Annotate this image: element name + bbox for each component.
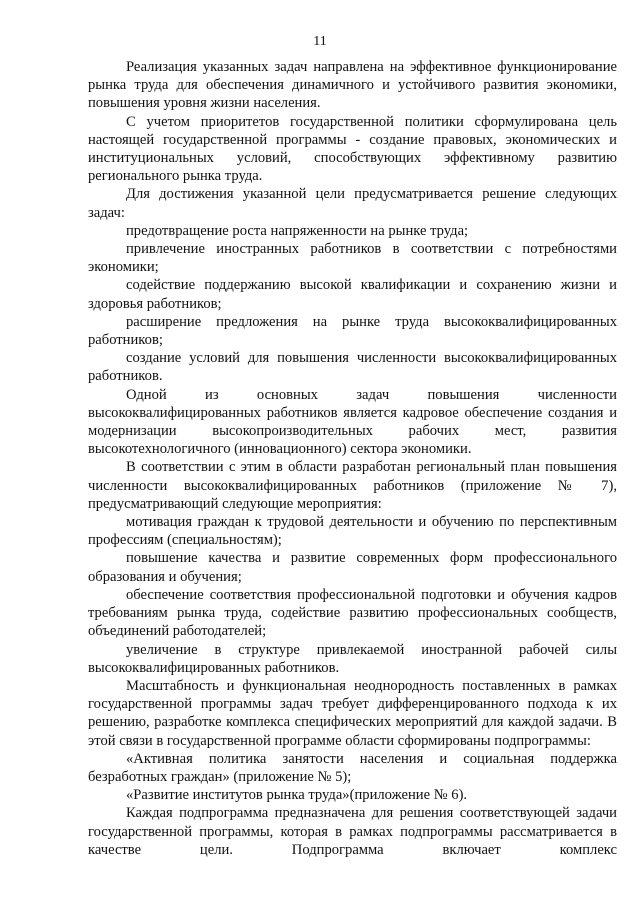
list-item-task-tension: предотвращение роста напряженности на рынке труда; [126, 222, 469, 239]
list-item-measure-quality: повышение качества и развитие современных форм профессионального образования и обучения; [88, 550, 617, 585]
list-item-measure-motivation: мотивация граждан к трудовой деятельности и обучению по перспективным профессиям (специальностям); [88, 514, 617, 549]
paragraph-implementation-goal: Реализация указанных задач направлена на эффективное функционирование рынка труда для обеспечения динамичного и устойчивого развития экономики, повышения уровня жизни населения. [88, 59, 617, 112]
list-item-subprogram-institutions: «Развитие институтов рынка труда»(приложение № 6). [126, 787, 468, 804]
list-item-subprogram-employment: «Активная политика занятости населения и социальная поддержка безработных граждан» (приложение № 5); [88, 750, 617, 785]
list-item-task-conditions: создание условий для повышения численности высококвалифицированных работников. [88, 350, 617, 385]
paragraph-main-task: Одной из основных задач повышения численности высококвалифицированных работников является кадровое обеспечение создания и модернизации высокопроизводительных рабочих мест, развития высокотехнологичного (инновационного) сектора экономики. [88, 386, 617, 458]
list-item-task-qualification: содействие поддержанию высокой квалификации и сохранению жизни и здоровья работников; [88, 277, 617, 312]
paragraph-tasks-intro: Для достижения указанной цели предусматривается решение следующих задач: [88, 186, 617, 221]
body-text [88, 58, 617, 859]
paragraph-subprograms-intro: Масштабность и функциональная неоднородность поставленных в рамках государственной программы задач требует дифференцированного подхода к их решению, разработке комплекса специфических мероприятий для каждой задачи. В этой связи в государственной программе области сформированы подпрограммы: [88, 677, 617, 749]
paragraph-subprogram-purpose: Каждая подпрограмма предназначена для решения соответствующей задачи государственной программы, которая в рамках подпрограммы рассматривается в качестве цели. Подпрограмма включает комплекс [88, 805, 617, 858]
list-item-measure-compliance: обеспечение соответствия профессиональной подготовки и обучения кадров требованиям рынка труда, содействие развитию профессиональных сообществ, объединений работодателей; [88, 586, 617, 640]
list-item-task-supply: расширение предложения на рынке труда высококвалифицированных работников; [88, 313, 617, 349]
list-item-task-foreign-workers: привлечение иностранных работников в соответствии с потребностями экономики; [88, 241, 617, 276]
list-item-measure-foreign-labor: увеличение в структуре привлекаемой иностранной рабочей силы высококвалифицированных работников. [88, 641, 617, 676]
paragraph-program-goal: С учетом приоритетов государственной политики сформулирована цель настоящей государственной программы - создание правовых, экономических и институциональных условий, способствующих эффективному развитию регионального рынка труда. [88, 113, 617, 185]
paragraph-regional-plan: В соответствии с этим в области разработан региональный план повышения численности высококвалифицированных работников (приложение № 7), предусматривающий следующие мероприятия: [88, 459, 617, 512]
page-number: 11 [313, 34, 327, 49]
